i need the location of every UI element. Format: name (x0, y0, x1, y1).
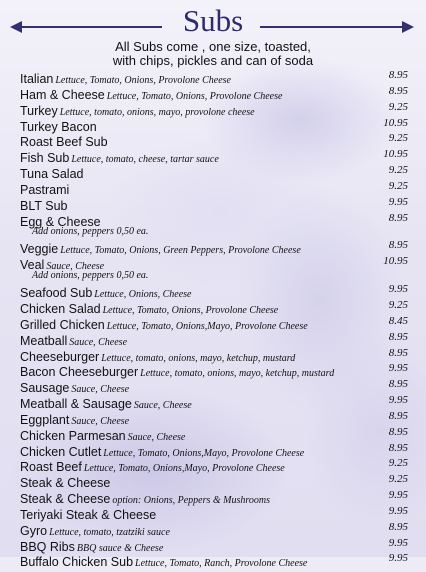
menu-item (20, 456, 410, 475)
menu-item (20, 163, 410, 182)
item-description: Lettuce, tomato, onions, mayo, provolone cheese (59, 106, 255, 118)
item-price: 9.95 (388, 552, 408, 565)
item-price: 9.25 (388, 179, 408, 192)
menu-subtitle (0, 40, 426, 68)
item-price: 9.25 (388, 473, 408, 486)
menu-item (20, 520, 410, 536)
item-description: Sauce, Cheese (69, 336, 128, 348)
item-price: 9.95 (388, 394, 408, 407)
menu-item (20, 100, 410, 116)
item-description: Lettuce, tomato, tzatziki sauce (49, 526, 170, 538)
menu-item (20, 330, 410, 346)
item-price: 8.45 (388, 314, 408, 327)
item-price: 9.95 (388, 489, 408, 502)
item-name: BBQ Ribs (20, 539, 75, 554)
item-name: Steak & Cheese (20, 492, 111, 507)
item-description: Sauce, Cheese (71, 415, 130, 427)
item-name: Buffalo Chicken Sub (20, 555, 134, 570)
item-price: 8.95 (388, 69, 408, 81)
item-name: Veal (20, 258, 45, 273)
item-description: Lettuce, tomato, onions, mayo, ketchup, mustard (101, 352, 296, 364)
item-description: Lettuce, Tomato, Onions,Mayo, Provolone Cheese (103, 447, 305, 459)
item-name: Tuna Salad (20, 167, 84, 182)
item-price: 9.95 (388, 195, 408, 208)
menu-item (20, 409, 410, 425)
menu-item (20, 551, 410, 570)
item-price: 9.25 (388, 164, 408, 177)
item-description: Lettuce, Tomato, Onions, Provolone Cheese (106, 90, 283, 102)
item-price: 8.95 (388, 378, 408, 391)
item-name: Bacon Cheeseburger (20, 365, 139, 380)
item-name: Roast Beef (20, 460, 82, 475)
item-description: Lettuce, Tomato, Ranch, Provolone Cheese (135, 558, 308, 570)
menu-list (20, 68, 410, 570)
menu-item (20, 147, 410, 166)
item-name: Teriyaki Steak & Cheese (20, 507, 157, 522)
menu-item (20, 84, 410, 100)
item-description: option: Onions, Peppers & Mushrooms (112, 495, 271, 507)
item-price: 9.25 (388, 298, 408, 311)
item-name: Veggie (20, 242, 59, 257)
item-name: Grilled Chicken (20, 317, 105, 332)
item-description: Sauce, Cheese (127, 431, 186, 443)
item-name: BLT Sub (20, 198, 68, 213)
menu-item (20, 211, 410, 227)
item-name: Turkey (20, 103, 58, 118)
item-description: BBQ sauce & Cheese (76, 542, 164, 554)
item-price: 10.95 (383, 255, 408, 268)
item-price: 10.95 (383, 116, 408, 129)
item-name: Chicken Cutlet (20, 444, 102, 459)
menu-item (20, 361, 410, 380)
item-name: Meatball & Sausage (20, 397, 132, 412)
item-description: Lettuce, Tomato, Onions, Provolone Cheese (55, 75, 231, 86)
item-name: Sausage (20, 381, 70, 396)
menu-item (20, 282, 410, 301)
item-description: Lettuce, Tomato, Onions, Provolone Cheese (102, 304, 279, 316)
item-price: 9.25 (388, 457, 408, 470)
item-price: 8.95 (388, 239, 408, 252)
item-description: Lettuce, tomato, cheese, tartar sauce (71, 154, 219, 166)
page-title: Subs (182, 3, 244, 38)
menu-item (20, 504, 410, 520)
item-name: Meatball (20, 333, 68, 348)
item-price: 10.95 (383, 148, 408, 161)
item-name: Fish Sub (20, 151, 70, 166)
item-price: 8.95 (388, 346, 408, 359)
item-name: Chicken Salad (20, 301, 101, 316)
item-description: Lettuce, Tomato, Onions,Mayo, Provolone Cheese (83, 463, 285, 475)
item-price: 8.95 (388, 84, 408, 97)
item-name: Eggplant (20, 412, 70, 427)
item-name: Italian (20, 72, 54, 86)
item-price: 9.25 (388, 100, 408, 113)
menu-item (20, 472, 410, 491)
item-note: Add onions, peppers 0,50 ea. (32, 270, 149, 282)
item-price: 8.95 (388, 211, 408, 224)
menu-item (20, 536, 410, 552)
item-price: 9.95 (388, 536, 408, 549)
item-description: Lettuce, tomato, onions, mayo, ketchup, mustard (140, 368, 335, 380)
item-description: Lettuce, Onions, Cheese (94, 289, 192, 301)
item-name: Seafood Sub (20, 286, 93, 301)
menu-item (20, 254, 410, 273)
item-price: 8.95 (388, 441, 408, 454)
menu-item (20, 314, 410, 330)
subtitle-line-2: with chips, pickles and can of soda (112, 53, 314, 68)
menu-item (20, 68, 410, 84)
item-description: Sauce, Cheese (71, 384, 130, 396)
item-price: 8.95 (388, 409, 408, 422)
menu-item (20, 441, 410, 457)
item-name: Cheeseburger (20, 349, 100, 364)
item-description: Lettuce, Tomato, Onions,Mayo, Provolone Cheese (106, 320, 308, 332)
item-description: Lettuce, Tomato, Onions, Green Peppers, Provolone Cheese (60, 245, 301, 257)
menu-item (20, 131, 410, 150)
item-name: Turkey Bacon (20, 119, 97, 134)
item-price: 8.95 (388, 520, 408, 533)
menu-item (20, 238, 410, 257)
menu-item (20, 488, 410, 507)
subtitle-line-1: All Subs come , one size, toasted, (115, 39, 311, 54)
item-price: 8.95 (388, 425, 408, 438)
item-price: 9.25 (388, 132, 408, 145)
menu-item (20, 116, 410, 132)
item-name: Roast Beef Sub (20, 135, 108, 150)
menu-item (20, 298, 410, 314)
menu-item (20, 377, 410, 396)
item-name: Gyro (20, 523, 48, 538)
item-name: Chicken Parmesan (20, 428, 126, 443)
item-description: Sauce, Cheese (133, 400, 192, 412)
item-name: Steak & Cheese (20, 476, 111, 491)
item-price: 9.95 (388, 283, 408, 296)
menu-item (20, 179, 410, 195)
menu-item (20, 195, 410, 211)
item-name: Egg & Cheese (20, 214, 101, 229)
item-description: Sauce, Cheese (46, 261, 105, 273)
item-note: Add onions, peppers 0,50 ea. (32, 226, 149, 238)
item-name: Pastrami (20, 182, 70, 197)
menu-header (0, 0, 426, 68)
menu-item (20, 393, 410, 412)
item-price: 9.95 (388, 362, 408, 375)
menu-item (20, 346, 410, 362)
menu-item (20, 425, 410, 441)
item-price: 9.95 (388, 504, 408, 517)
item-name: Ham & Cheese (20, 87, 105, 102)
item-price: 8.95 (388, 330, 408, 343)
